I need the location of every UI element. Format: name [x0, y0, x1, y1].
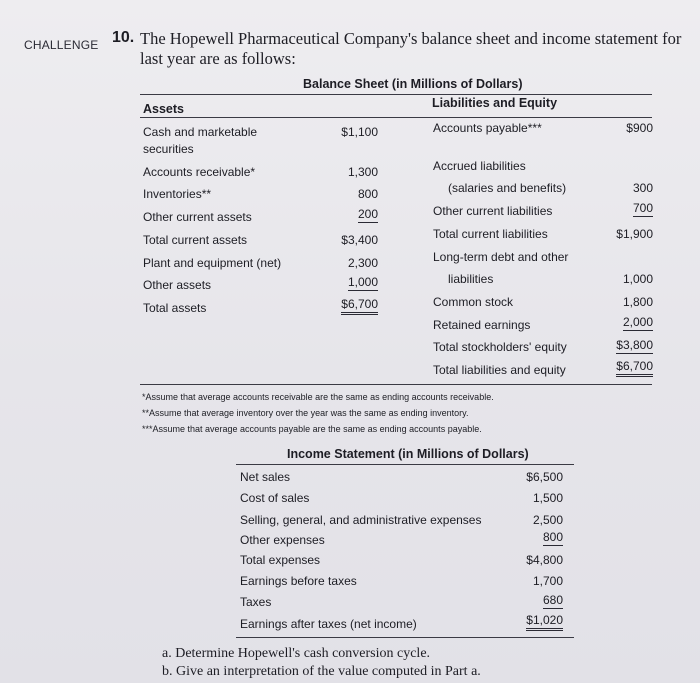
footnote: **Assume that average inventory over the year was the same as ending inventory.	[142, 408, 469, 418]
income-label: Earnings before taxes	[240, 574, 357, 588]
income-value: 1,700	[532, 574, 563, 588]
liability-value: $3,800	[616, 338, 653, 352]
liability-value: 1,800	[622, 295, 653, 309]
asset-label: Other assets	[143, 278, 212, 292]
asset-label: Other current assets	[143, 210, 252, 224]
asset-value: 1,300	[347, 165, 378, 179]
liability-value: $1,900	[616, 227, 653, 241]
asset-value: 800	[357, 187, 378, 201]
asset-label: Total assets	[143, 301, 207, 315]
asset-label: Cash and marketable	[143, 125, 258, 139]
asset-value: $1,100	[341, 125, 378, 139]
question-part-b: b. Give an interpretation of the value computed in Part a.	[162, 664, 481, 679]
income-label: Total expenses	[240, 553, 321, 567]
asset-label: Accounts receivable*	[143, 165, 256, 179]
liability-value: 300	[632, 181, 653, 195]
liability-value: 700	[632, 201, 653, 215]
question-text-line1: The Hopewell Pharmaceutical Company's balance sheet and income statement for	[140, 29, 682, 48]
income-statement-title: Income Statement (in Millions of Dollars)	[287, 447, 529, 461]
liability-label: Common stock	[433, 295, 514, 309]
liability-label: liabilities	[448, 272, 494, 286]
income-label: Other expenses	[240, 533, 325, 547]
liability-label: Other current liabilities	[433, 204, 553, 218]
question-part-a: a. Determine Hopewell's cash conversion cycle.	[162, 646, 431, 661]
asset-value: 200	[357, 207, 378, 221]
footnote: *Assume that average accounts receivable are the same as ending accounts receivable.	[142, 392, 494, 402]
income-statement-top-rule	[236, 464, 574, 465]
income-value: 680	[542, 593, 563, 607]
income-value: $6,500	[526, 470, 563, 484]
assets-header: Assets	[143, 102, 184, 116]
asset-label: Inventories**	[143, 187, 212, 201]
liability-label: Retained earnings	[433, 318, 531, 332]
income-label: Earnings after taxes (net income)	[240, 617, 417, 631]
liability-label: Total stockholders' equity	[433, 340, 567, 354]
balance-sheet-top-rule	[140, 94, 652, 95]
asset-label: Total current assets	[143, 233, 248, 247]
asset-total-value: $6,700	[341, 297, 378, 315]
asset-value: 2,300	[347, 256, 378, 270]
question-number: 10.	[112, 29, 135, 46]
income-value: 1,500	[532, 491, 563, 505]
income-value: 2,500	[532, 513, 563, 527]
income-label: Selling, general, and administrative expenses	[240, 513, 482, 527]
liability-label: Total current liabilities	[433, 227, 548, 241]
liability-label: Accrued liabilities	[433, 159, 526, 173]
income-value: 800	[542, 530, 563, 544]
liabilities-header: Liabilities and Equity	[432, 96, 558, 110]
balance-sheet-header-rule	[140, 117, 652, 118]
balance-sheet-title: Balance Sheet (in Millions of Dollars)	[303, 77, 523, 91]
income-statement-bottom-rule	[236, 637, 574, 638]
liability-value: $900	[626, 121, 653, 135]
liability-label: (salaries and benefits)	[448, 181, 567, 195]
asset-value: 1,000	[347, 275, 378, 289]
asset-label-continued: securities	[143, 142, 194, 156]
balance-sheet-bottom-rule	[140, 384, 652, 385]
income-net-value: $1,020	[526, 613, 563, 631]
liability-label: Accounts payable***	[433, 121, 542, 135]
asset-value: $3,400	[341, 233, 378, 247]
liability-label: Total liabilities and equity	[433, 363, 566, 377]
liability-value: 1,000	[622, 272, 653, 286]
footnote: ***Assume that average accounts payable are the same as ending accounts payable.	[142, 424, 482, 434]
income-label: Cost of sales	[240, 491, 310, 505]
asset-label: Plant and equipment (net)	[143, 256, 282, 270]
liability-label: Long-term debt and other	[433, 250, 569, 264]
income-label: Net sales	[240, 470, 291, 484]
question-text-line2: last year are as follows:	[140, 49, 296, 68]
liability-value: 2,000	[622, 315, 653, 329]
liability-total-value: $6,700	[616, 359, 653, 377]
challenge-label: CHALLENGE	[24, 38, 99, 52]
income-label: Taxes	[240, 595, 272, 609]
income-value: $4,800	[526, 553, 563, 567]
